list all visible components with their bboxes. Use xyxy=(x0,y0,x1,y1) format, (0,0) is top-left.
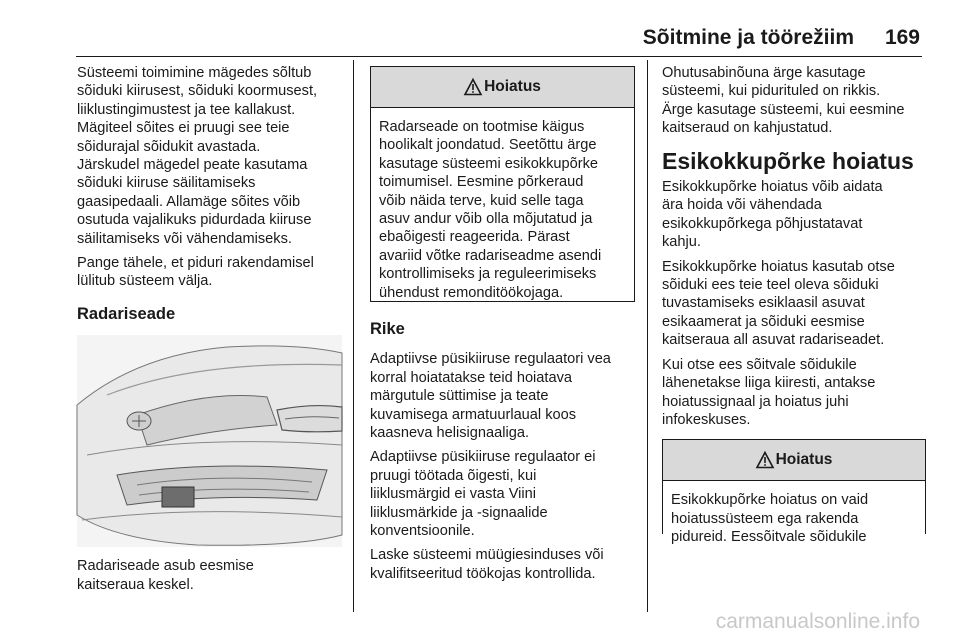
paragraph: Laske süsteemi müügiesinduses või kvalifitseeritud töökojas kontrollida. xyxy=(370,547,604,582)
column-divider-right xyxy=(647,60,648,612)
page-number: 169 xyxy=(884,26,920,49)
paragraph: Pange tähele, et piduri rakendamisel lülitub süsteem välja. xyxy=(77,255,314,290)
page-header xyxy=(0,0,960,60)
warning-icon xyxy=(464,78,482,96)
paragraph: Adaptiivse püsikiiruse regulaator ei pruugi töötada õigesti, kui liiklusmärgid ei vasta Viini liiklusmärkide ja -signaalide konventsioonile. xyxy=(370,449,596,540)
warning-box xyxy=(370,66,635,302)
header-rule xyxy=(76,56,922,57)
warning-text: Esikokkupõrke hoiatus on vaid hoiatussüsteem ega rakenda pidureid. Eessõitvale sõidukile xyxy=(671,492,869,546)
paragraph: Esikokkupõrke hoiatus võib aidata ära hoida või vähendada esikokkupõrkega põhjustatavat kahju. xyxy=(662,179,883,251)
warning-text: Radarseade on tootmise käigus hoolikalt joondatud. Seetõttu ärge kasutage süsteemi esikokkupõrke toimumisel. Eesmine põrkeraud võib näida terve, kuid selle taga asuv andur võib olla mõjutatud ja ebaõigesti reageerida. Pärast avariid võtke radariseadme asendi kontrollimiseks ja reguleerimiseks ühendust remonditöökojaga. xyxy=(379,119,602,301)
paragraph: Kui otse ees sõitvale sõidukile lähenetakse liiga kiiresti, antakse hoiatussignaal ja hoiatus juhi infokeskuses. xyxy=(662,356,876,428)
car-front-illustration xyxy=(77,335,342,547)
column-2 xyxy=(370,64,634,589)
paragraph: Ohutusabinõuna ärge kasutage süsteemi, kui pidurituled on rikkis. Ärge kasutage süsteemi, kui eesmine kaitseraud on kahjustatud. xyxy=(662,65,905,137)
section-title: Sõitmine ja töörežiim xyxy=(642,26,854,49)
warning-label: Hoiatus xyxy=(484,77,541,95)
section-heading: Radariseade xyxy=(77,304,176,323)
watermark: carmanualsonline.info xyxy=(715,610,920,633)
paragraph: Süsteemi toimimine mägedes sõltub sõiduki kiirusest, sõiduki koormusest, liiklustingimustest ja tee kallakust. Mägiteel sõites ei pruugi see teie sõidurajal sõidukit avastada. Järskudel mägedel peate kasutama sõiduki kiiruse säilitamiseks gaasipedaali. Allamäge sõites võib osutuda vajalikuks pidurdada kiiruse säilitamiseks või vähendamiseks. xyxy=(77,65,318,247)
paragraph: Esikokkupõrke hoiatus kasutab otse sõiduki ees teie teel oleva sõiduki tuvastamiseks esiklaasil asuvat esikaamerat ja sõiduki eesmise kaitseraua all asuvat radariseadet. xyxy=(662,258,895,349)
warning-label: Hoiatus xyxy=(775,451,833,469)
warning-icon xyxy=(756,451,774,469)
warning-header xyxy=(371,67,634,108)
paragraph: Adaptiivse püsikiiruse regulaatori vea korral hoiatatakse teid hoiatava märgutule süttimise ja teate kuvamisega armatuurlaual koos kaasneva helisignaaliga. xyxy=(370,351,611,442)
section-heading: Esikokkupõrke hoiatus xyxy=(662,147,914,174)
warning-header xyxy=(663,440,925,481)
column-1 xyxy=(77,64,345,600)
column-divider-left xyxy=(353,60,354,612)
column-3 xyxy=(662,64,926,546)
warning-box xyxy=(662,439,926,546)
image-caption: Radariseade asub eesmise kaitseraua keskel. xyxy=(77,558,254,593)
section-heading: Rike xyxy=(370,320,405,338)
